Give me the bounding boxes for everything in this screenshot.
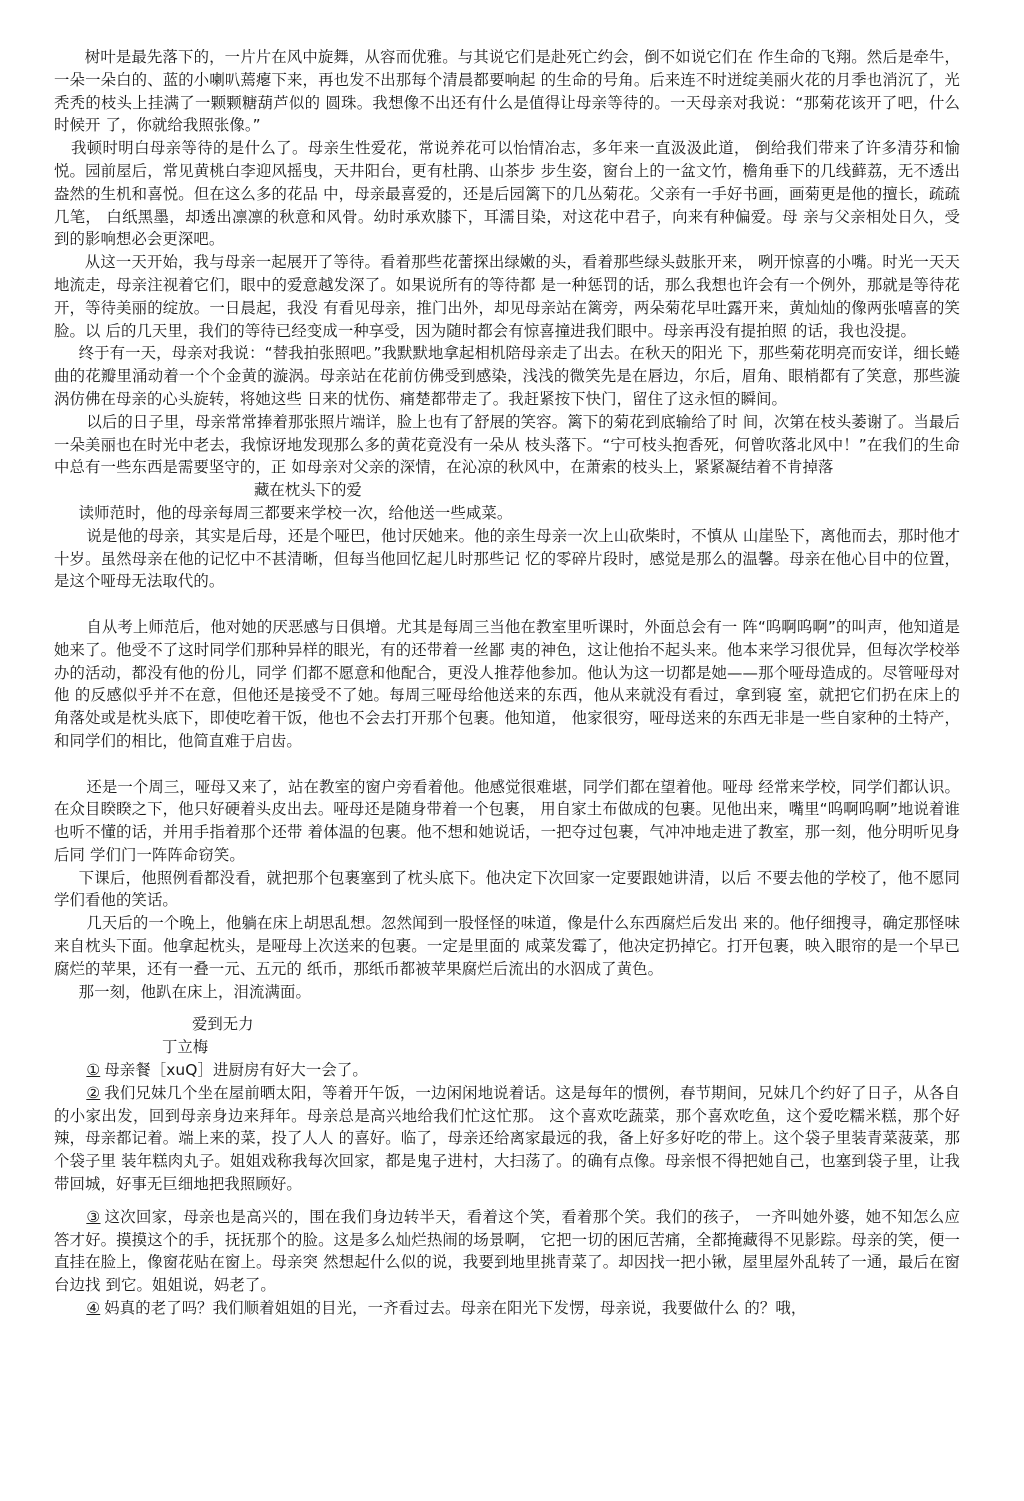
spacer bbox=[54, 593, 960, 616]
paragraph: 从这一天开始，我与母亲一起展开了等待。看着那些花蕾探出绿嫩的头，看着那些绿头鼓胀开来， 咧开惊喜的小嘴。时光一天天地流走，母亲注视着它们，眼中的爱意越发深了。如果说所有的等待都 是一种惩罚的话，那么我想也许会有一个例外，那就是等待花开，等待美丽的绽放。一日晨起，我没 有看见母亲，推门出外，却见母亲站在篱旁，两朵菊花早吐露开来，黄灿灿的像两张嘻喜的笑脸。以 后的几天里，我们的等待已经变成一种享受，因为随时都会有惊喜撞进我们眼中。母亲再没有提拍照 的话，我也没提。 bbox=[54, 253, 960, 340]
paragraph: 下课后，他照例看都没看，就把那个包裹塞到了枕头底下。他决定下次回家一定要跟她讲清，以后 不要去他的学校了，他不愿同学们看他的笑话。 bbox=[54, 868, 960, 910]
paragraph-number: ② bbox=[86, 1083, 101, 1102]
paragraph: 自从考上师范后，他对她的厌恶感与日俱增。尤其是每周三当他在教室里听课时，外面总会有一 阵“呜啊呜啊”的叫声，他知道是她来了。他受不了这时同学们那种异样的眼光，有的还带着一丝鄙 夷的神色，这让他抬不起头来。他本来学习很优异，但每次学校举办的活动，都没有他的份儿，同学 们都不愿意和他配合，更没人推荐他参加。他认为这一切都是她——那个哑母造成的。尽管哑母对他 的反感似乎并不在意，但他还是接受不了她。每周三哑母给他送来的东西，他从来就没有看过，拿到寝 室，就把它们扔在床上的角落处或是枕头底下，即使吃着干饭，他也不会去打开那个包裹。他知道， 他家很穷，哑母送来的东西无非是一些自家种的土特产，和同学们的相比，他简直难于启齿。 bbox=[54, 617, 960, 750]
numbered-paragraph bbox=[54, 1206, 960, 1297]
spacer bbox=[54, 1196, 960, 1206]
paragraph-number: ④ bbox=[86, 1299, 101, 1318]
paragraph: 以后的日子里，母亲常常捧着那张照片端详，脸上也有了舒展的笑容。篱下的菊花到底输给了时 间，次第在枝头萎谢了。当最后一朵美丽也在时光中老去，我惊讶地发现那么多的黄花竟没有一朵从 枝头落下。“宁可枝头抱香死，何曾吹落北风中！”在我们的生命中总有一些东西是需要坚守的，正 如母亲对父亲的深情，在沁凉的秋风中，在萧索的枝头上，紧紧凝结着不肯掉落 bbox=[54, 412, 960, 477]
paragraph: 读师范时，他的母亲每周三都要来学校一次，给他送一些咸菜。 bbox=[78, 503, 513, 522]
section-title: 爱到无力 bbox=[192, 1015, 254, 1034]
spacer bbox=[54, 1003, 960, 1013]
paragraph: 几天后的一个晚上，他躺在床上胡思乱想。忽然闻到一股怪怪的味道，像是什么东西腐烂后发出 来的。他仔细搜寻，确定那怪味来自枕头下面。他拿起枕头，是哑母上次送来的包裹。一定是里面的 咸菜发霉了，他决定扔掉它。打开包裹，映入眼帘的是一个早已腐烂的苹果，还有一叠一元、五元的 纸币，那纸币都被苹果腐烂后流出的水泅成了黄色。 bbox=[54, 914, 960, 978]
paragraph-text: 我们兄妹几个坐在屋前晒太阳，等着开午饭，一边闲闲地说着话。这是每年的惯例，春节期间，兄妹几个约好了日子，从各自的小家出发，回到母亲身边来拜年。母亲总是高兴地给我们忙这忙那。 这个喜欢吃蔬菜，那个喜欢吃鱼，这个爱吃糯米糕，那个好辣，母亲都记着。端上来的菜，投了人人 的喜好。临了，母亲还给离家最远的我，备上好多好吃的带上。这个袋子里装青菜菠菜，那个袋子里 装年糕肉丸子。姐姐戏称我每次回家，都是鬼子进村，大扫荡了。的确有点像。母亲恨不得把她自己，也塞到袋子里，让我带回城，好事无巨细地把我照顾好。 bbox=[54, 1083, 960, 1194]
paragraph-number: ① bbox=[86, 1061, 101, 1080]
paragraph: 说是他的母亲，其实是后母，还是个哑巴，他讨厌她来。他的亲生母亲一次上山砍柴时，不慎从 山崖坠下，离他而去，那时他才十岁。虽然母亲在他的记忆中不甚清晰，但每当他回忆起儿时那些记 忆的零碎片段时，感觉是那么的温馨。母亲在他心目中的位置，是这个哑母无法取代的。 bbox=[54, 526, 960, 591]
spacer bbox=[54, 753, 960, 776]
numbered-paragraph bbox=[54, 1297, 960, 1320]
paragraph: 我顿时明白母亲等待的是什么了。母亲生性爱花，常说养花可以怡情冶志，多年来一直汲汲此道， 倒给我们带来了许多清芬和愉悦。园前屋后，常见黄桃白李迎风摇曳，天井阳台，更有杜鹃、山茶步 步生姿，窗台上的一盆文竹，檐角垂下的几线藓荔，无不透出盎然的生机和喜悦。但在这么多的花品 中，母亲最喜爱的，还是后园篱下的几丛菊花。父亲有一手好书画，画菊更是他的擅长，疏疏几笔， 白纸黑墨，却透出凛凛的秋意和风骨。幼时承欢膝下，耳濡目染，对这花中君子，向来有种偏爱。母 亲与父亲相处日久，受到的影响想必会更深吧。 bbox=[54, 139, 960, 249]
section-title: 藏在枕头下的爱 bbox=[254, 481, 362, 500]
paragraph-text: 这次回家，母亲也是高兴的，围在我们身边转半天，看着这个笑，看着那个笑。我们的孩子， 一齐叫她外婆，她不知怎么应答才好。摸摸这个的手，抚抚那个的脸。这是多么灿烂热闹的场景啊， 它把一切的困厄苦痛，全都掩藏得不见影踪。母亲的笑，便一直挂在脸上，像窗花贴在窗上。母亲突 然想起什么似的说，我要到地里挑青菜了。却因找一把小锹，屋里屋外乱转了一通，最后在窗台边找 到它。姐姐说，妈老了。 bbox=[54, 1207, 960, 1295]
paragraph: 终于有一天，母亲对我说：“替我拍张照吧。”我默默地拿起相机陪母亲走了出去。在秋天的阳光 下，那些菊花明亮而安详，细长蜷曲的花瓣里涌动着一个个金黄的漩涡。母亲站在花前仿佛受到感染，浅浅的微笑先是在唇边，尔后，眉角、眼梢都有了笑意，那些漩涡仿佛在母亲的心头旋转，将她这些 日来的忧伤、痛楚都带走了。我赶紧按下快门，留住了这永恒的瞬间。 bbox=[54, 344, 960, 408]
paragraph: 树叶是最先落下的，一片片在风中旋舞，从容而优雅。与其说它们是赴死亡约会，倒不如说它们在 作生命的飞翔。然后是牵牛，一朵一朵白的、蓝的小喇叭蔫瘪下来，再也发不出那每个清晨都要响起 的生命的号角。后来连不时迸绽美丽火花的月季也消沉了，光秃秃的枝头上挂满了一颗颗糖葫芦似的 圆珠。我想像不出还有什么是值得让母亲等待的。一天母亲对我说：“那菊花该开了吧，什么时候开 了，你就给我照张像。” bbox=[54, 48, 960, 135]
paragraph-text: 妈真的老了吗？我们顺着姐姐的目光，一齐看过去。母亲在阳光下发愣，母亲说，我要做什么 的？哦， bbox=[104, 1299, 807, 1318]
author-name: 丁立梅 bbox=[162, 1038, 209, 1057]
paragraph-number: ③ bbox=[86, 1207, 101, 1226]
numbered-paragraph bbox=[54, 1082, 960, 1196]
paragraph: 那一刻，他趴在床上，泪流满面。 bbox=[78, 982, 311, 1001]
paragraph: 还是一个周三，哑母又来了，站在教室的窗户旁看着他。他感觉很难堪，同学们都在望着他。哑母 经常来学校，同学们都认识。在众目睽睽之下，他只好硬着头皮出去。哑母还是随身带着一个包裹， 用自家土布做成的包裹。见他出来，嘴里“呜啊呜啊”地说着谁也听不懂的话，并用手指着那个还带 着体温的包裹。他不想和她说话，一把夺过包裹，气冲冲地走进了教室，那一刻，他分明听见身后同 学们门一阵阵命窃笑。 bbox=[54, 777, 960, 864]
numbered-paragraph bbox=[54, 1059, 960, 1082]
paragraph-text: 母亲餐［xuQ］进厨房有好大一会了。 bbox=[104, 1061, 368, 1080]
document-body bbox=[54, 46, 960, 1320]
